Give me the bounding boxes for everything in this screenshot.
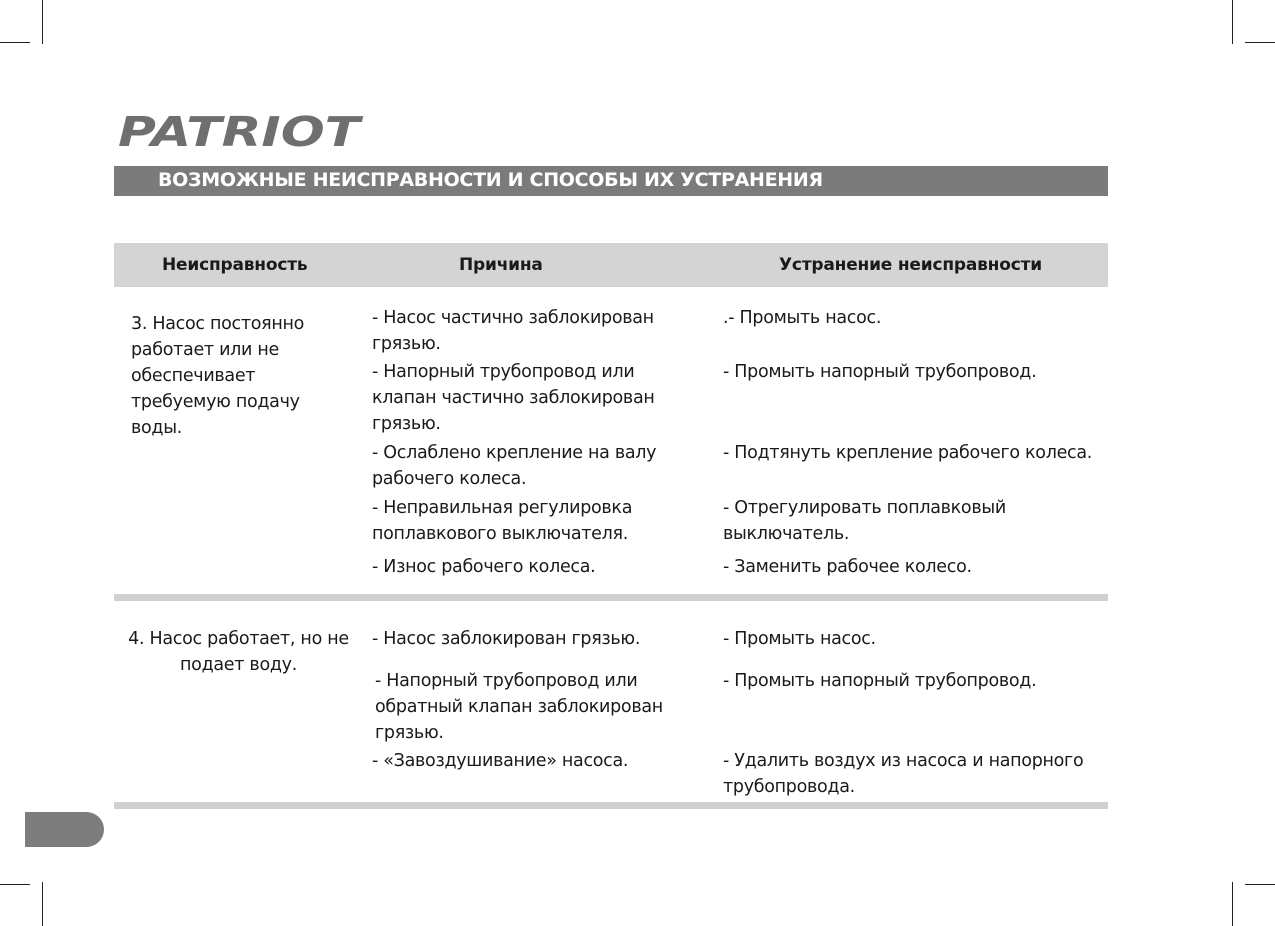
- fault-cell: 3. Насос постоянно работает или не обеспечивает требуемую подачу воды.: [131, 314, 305, 438]
- crop-mark: [1245, 42, 1275, 43]
- section-title: ВОЗМОЖНЫЕ НЕИСПРАВНОСТИ И СПОСОБЫ ИХ УСТРАНЕНИЯ: [158, 169, 823, 191]
- remedy-cell: - Отрегулировать поплавковый выключатель.: [723, 498, 1006, 544]
- cause-cell: - Неправильная регулировка поплавкового выключателя.: [372, 498, 633, 544]
- cause-cell: - Износ рабочего колеса.: [372, 557, 596, 577]
- remedy-cell: - Промыть напорный трубопровод.: [723, 671, 1037, 691]
- table-header: [114, 243, 1108, 287]
- fault-cell: 4. Насос работает, но не подает воду.: [128, 629, 349, 675]
- remedy-cell: - Промыть напорный трубопровод.: [723, 362, 1037, 382]
- cause-cell: - Насос частично заблокирован грязью.: [372, 308, 654, 354]
- header-cause: Причина: [459, 255, 543, 275]
- logo-text: PATRIOT: [118, 108, 364, 152]
- cause-cell: - Напорный трубопровод или обратный клапан заблокирован грязью.: [375, 671, 663, 743]
- crop-mark: [0, 42, 30, 43]
- header-remedy: Устранение неисправности: [779, 255, 1042, 275]
- remedy-cell: - Удалить воздух из насоса и напорного трубопровода.: [723, 751, 1084, 797]
- section-header-bar: [114, 166, 1108, 196]
- crop-mark: [1245, 884, 1275, 885]
- crop-mark: [1232, 882, 1233, 926]
- row-divider: [114, 802, 1108, 809]
- crop-mark: [1232, 0, 1233, 44]
- header-fault: Неисправность: [162, 255, 308, 275]
- page-tab: [25, 812, 104, 847]
- remedy-cell: .- Промыть насос.: [723, 308, 882, 328]
- remedy-cell: - Подтянуть крепление рабочего колеса.: [723, 443, 1093, 463]
- row-divider: [114, 594, 1108, 601]
- crop-mark: [42, 0, 43, 44]
- patriot-logo: [114, 108, 364, 152]
- remedy-cell: - Промыть насос.: [723, 629, 876, 649]
- cause-cell: - Насос заблокирован грязью.: [372, 629, 641, 649]
- remedy-cell: - Заменить рабочее колесо.: [723, 557, 972, 577]
- cause-cell: - «Завоздушивание» насоса.: [372, 751, 629, 771]
- crop-mark: [42, 882, 43, 926]
- crop-mark: [0, 884, 30, 885]
- cause-cell: - Напорный трубопровод или клапан частично заблокирован грязью.: [372, 362, 655, 434]
- cause-cell: - Ослаблено крепление на валу рабочего колеса.: [372, 443, 657, 489]
